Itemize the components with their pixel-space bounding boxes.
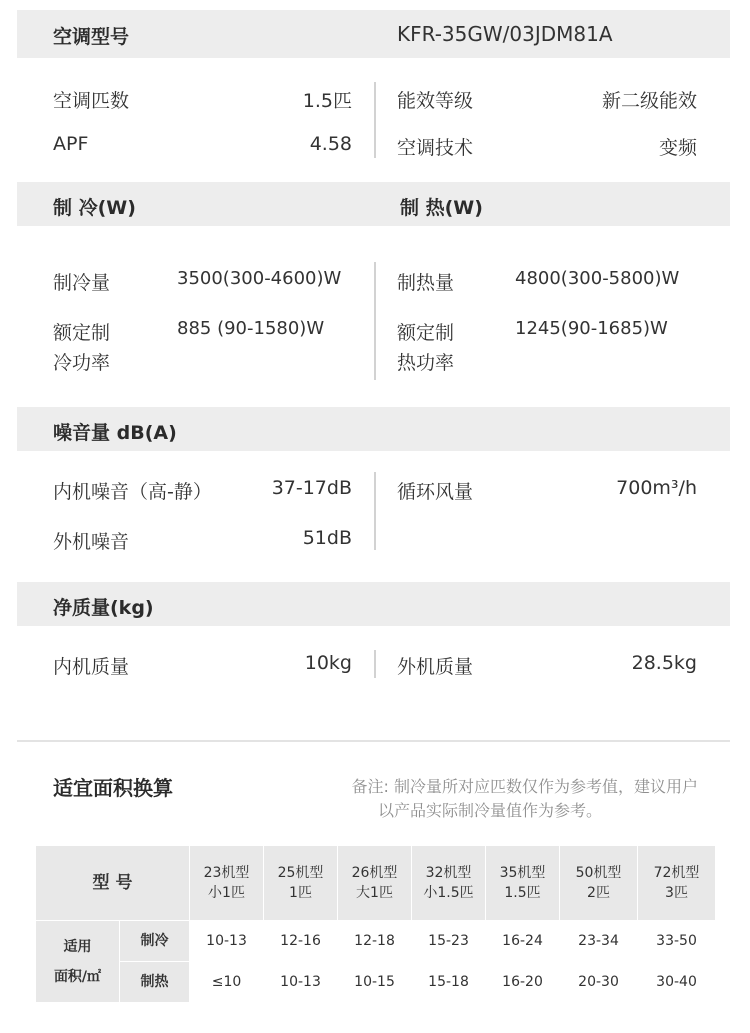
area-note-line2: 以产品实际制冷量值作为参考。 [377, 801, 602, 820]
cooling-header: 制 冷(W) [53, 197, 136, 219]
cooling-value: 16-24 [486, 921, 560, 962]
tech-value: 变频 [658, 137, 697, 159]
apf-label: APF [53, 133, 89, 155]
area-note-line1: 备注: 制冷量所对应匹数仅作为参考值，建议用户 [351, 777, 698, 796]
model-hp: 1.5匹 [504, 885, 541, 901]
table-header-row [36, 846, 716, 921]
row-group-line1: 适用 [63, 938, 92, 955]
model-cell [264, 846, 338, 921]
cooling-value: 12-16 [264, 921, 338, 962]
cooling-power-label-2: 冷功率 [53, 352, 111, 374]
outdoor-weight-value: 28.5kg [631, 652, 697, 674]
indoor-noise-label: 内机噪音（高-静） [53, 481, 212, 503]
cooling-amount-value: 3500(300-4600)W [177, 268, 342, 289]
model-hp: 3匹 [665, 885, 688, 901]
cooling-value: 12-18 [338, 921, 412, 962]
section-rule [17, 740, 730, 742]
indoor-noise-value: 37-17dB [271, 477, 352, 499]
model-cell [638, 846, 716, 921]
divider [374, 472, 376, 550]
heating-power-label-2: 热功率 [397, 352, 455, 374]
hp-value: 1.5匹 [302, 90, 352, 112]
model-cell [338, 846, 412, 921]
hp-label: 空调匹数 [53, 90, 130, 112]
corner-label: 型 号 [92, 873, 133, 893]
table-row-cooling [36, 921, 716, 962]
tech-label: 空调技术 [397, 137, 474, 159]
model-cell [412, 846, 486, 921]
heating-value: 10-13 [264, 962, 338, 1003]
heating-value: 15-18 [412, 962, 486, 1003]
airflow-value: 700m³/h [616, 477, 697, 499]
heating-value: 30-40 [638, 962, 716, 1003]
model-name: 50机型 [575, 865, 622, 881]
area-title: 适宜面积换算 [53, 776, 173, 800]
model-label: 空调型号 [53, 26, 130, 48]
model-name: 26机型 [351, 865, 398, 881]
outdoor-noise-label: 外机噪音 [53, 531, 130, 553]
model-value: KFR-35GW/03JDM81A [397, 22, 613, 46]
table-row-heating [36, 962, 716, 1003]
model-name: 32机型 [425, 865, 472, 881]
divider [374, 82, 376, 158]
cooling-value: 10-13 [190, 921, 264, 962]
row-group-line2: 面积/㎡ [53, 968, 102, 985]
model-name: 35机型 [499, 865, 546, 881]
cooling-power-value: 885 (90-1580)W [177, 318, 325, 339]
heating-amount-label: 制热量 [397, 272, 455, 294]
noise-header: 噪音量 dB(A) [53, 422, 177, 444]
model-cell [190, 846, 264, 921]
heating-power-label-1: 额定制 [397, 322, 455, 344]
model-cell [560, 846, 638, 921]
model-name: 23机型 [203, 865, 250, 881]
indoor-weight-label: 内机质量 [53, 656, 130, 678]
divider [374, 262, 376, 380]
cooling-label: 制冷 [120, 921, 190, 962]
cooling-power-label-1: 额定制 [53, 322, 111, 344]
model-hp: 1匹 [289, 885, 312, 901]
heating-power-value: 1245(90-1685)W [515, 318, 668, 339]
model-name: 25机型 [277, 865, 324, 881]
heating-value: 16-20 [486, 962, 560, 1003]
cooling-value: 15-23 [412, 921, 486, 962]
model-hp: 小1匹 [208, 885, 245, 901]
apf-value: 4.58 [309, 133, 352, 155]
efficiency-value: 新二级能效 [601, 90, 697, 112]
cooling-value: 23-34 [560, 921, 638, 962]
heating-value: 10-15 [338, 962, 412, 1003]
model-hp: 小1.5匹 [423, 885, 474, 901]
heating-value: ≤10 [190, 962, 264, 1003]
indoor-weight-value: 10kg [304, 652, 352, 674]
model-name: 72机型 [653, 865, 700, 881]
heating-label: 制热 [120, 962, 190, 1003]
model-hp: 2匹 [587, 885, 610, 901]
weight-header: 净质量(kg) [53, 597, 154, 619]
divider [374, 650, 376, 678]
heating-value: 20-30 [560, 962, 638, 1003]
row-group-cell [36, 921, 120, 1003]
cooling-value: 33-50 [638, 921, 716, 962]
model-hp: 大1匹 [356, 885, 393, 901]
heating-amount-value: 4800(300-5800)W [515, 268, 680, 289]
heating-header: 制 热(W) [400, 197, 483, 219]
airflow-label: 循环风量 [397, 481, 474, 503]
efficiency-label: 能效等级 [397, 90, 474, 112]
cooling-amount-label: 制冷量 [53, 272, 111, 294]
model-cell [486, 846, 560, 921]
outdoor-weight-label: 外机质量 [397, 656, 474, 678]
area-table [35, 845, 716, 1003]
corner-cell [36, 846, 190, 921]
outdoor-noise-value: 51dB [302, 527, 352, 549]
